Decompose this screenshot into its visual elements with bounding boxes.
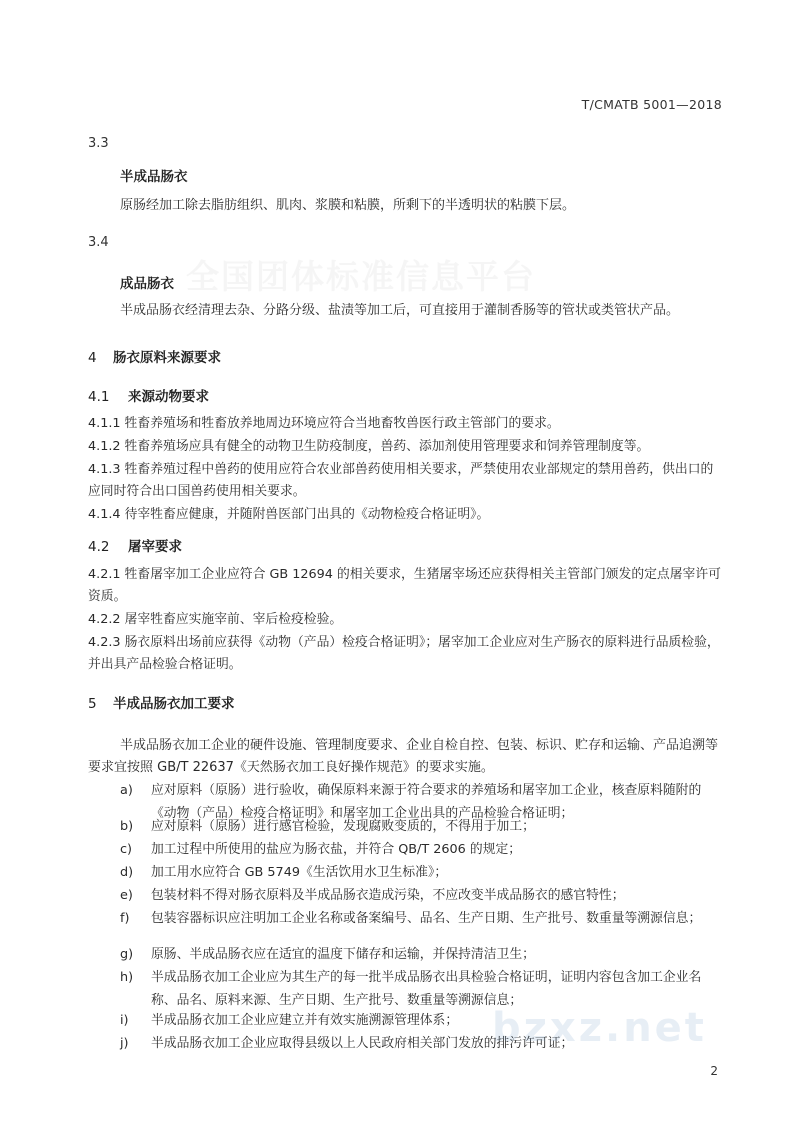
item-label: f)	[120, 911, 130, 926]
item-text: 包装材料不得对肠衣原料及半成品肠衣造成污染，不应改变半成品肠衣的感官特性；	[151, 888, 625, 903]
item-text: 包装容器标识应注明加工企业名称或备案编号、品名、生产日期、生产批号、数重量等溯源信息；	[151, 911, 702, 926]
item-text: 半成品肠衣加工企业应取得县级以上人民政府相关部门发放的排污许可证；	[151, 1036, 574, 1051]
item-text: 应对原料（原肠）进行验收，确保原料来源于符合要求的养殖场和屠宰加工企业，核查原料随附的《动物（产品）检疫合格证明》和屠宰加工企业出具的产品检验合格证明；	[151, 783, 702, 821]
item-text: 半成品肠衣加工企业应建立并有效实施溯源管理体系；	[151, 1013, 459, 1028]
clause: 4.2.3 肠衣原料出场前应获得《动物（产品）检疫合格证明》；屠宰加工企业应对生产肠衣的原料进行品质检验，并出具产品检验合格证明。	[88, 635, 720, 672]
clause: 4.2.1 牲畜屠宰加工企业应符合 GB 12694 的相关要求，生猪屠宰场还应获得相关主管部门颁发的定点屠宰许可资质。	[88, 567, 721, 604]
item-label: b)	[120, 819, 134, 834]
item-label: d)	[120, 865, 134, 880]
section-title: 肠衣原料来源要求	[113, 350, 221, 366]
item-label: h)	[120, 970, 134, 985]
clause: 4.1.1 牲畜养殖场和牲畜放养地周边环境应符合当地畜牧兽医行政主管部门的要求。	[88, 416, 560, 431]
watermark-text: 全国团体标准信息平台	[186, 257, 536, 296]
list-item	[120, 943, 723, 966]
standard-code: T/CMATB 5001—2018	[581, 97, 722, 112]
section-number: 4	[88, 350, 97, 366]
section-title: 半成品肠衣加工要求	[113, 696, 235, 712]
term-title: 成品肠衣	[120, 276, 174, 292]
term-definition: 半成品肠衣经清理去杂、分路分级、盐渍等加工后，可直接用于灌制香肠等的管状或类管状产品。	[120, 303, 680, 318]
item-label: i)	[120, 1013, 129, 1028]
term-title: 半成品肠衣	[120, 169, 188, 185]
list-item	[120, 838, 723, 861]
item-text: 应对原料（原肠）进行感官检验，发现腐败变质的，不得用于加工；	[151, 819, 535, 834]
clause: 4.1.4 待宰牲畜应健康，并随附兽医部门出具的《动物检疫合格证明》。	[88, 507, 490, 522]
term-number: 3.4	[88, 235, 109, 250]
item-text: 原肠、半成品肠衣应在适宜的温度下储存和运输，并保持清洁卫生；	[151, 947, 535, 962]
list-item	[120, 884, 723, 907]
section-heading	[88, 692, 235, 712]
item-label: j)	[120, 1036, 129, 1051]
section-intro: 半成品肠衣加工企业的硬件设施、管理制度要求、企业自检自控、包装、标识、贮存和运输、产品追溯等要求宜按照 GB/T 22637《天然肠衣加工良好操作规范》的要求实施。	[88, 738, 719, 775]
item-label: a)	[120, 783, 133, 798]
site-watermark: bzxz.net	[492, 1005, 707, 1051]
term-definition: 原肠经加工除去脂肪组织、肌肉、浆膜和粘膜，所剩下的半透明状的粘膜下层。	[120, 198, 576, 213]
page-number: 2	[710, 1064, 718, 1078]
item-text: 半成品肠衣加工企业应为其生产的每一批半成品肠衣出具检验合格证明，证明内容包含加工企业名称、品名、原料来源、生产日期、生产批号、数重量等溯源信息；	[151, 970, 702, 1008]
section-heading	[88, 346, 221, 366]
list-item	[120, 907, 723, 930]
list-item	[120, 815, 723, 838]
section-number: 5	[88, 696, 97, 712]
term-number: 3.3	[88, 136, 109, 151]
subsection-title: 来源动物要求	[128, 389, 209, 405]
item-label: e)	[120, 888, 133, 903]
subsection-number: 4.1	[88, 389, 110, 405]
subsection-heading	[88, 385, 209, 405]
subsection-title: 屠宰要求	[128, 539, 182, 555]
clause: 4.1.3 牲畜养殖过程中兽药的使用应符合农业部兽药使用相关要求，严禁使用农业部规定的禁用兽药，供出口的应同时符合出口国兽药使用相关要求。	[88, 462, 714, 499]
list-item	[120, 861, 723, 884]
clause: 4.2.2 屠宰牲畜应实施宰前、宰后检疫检验。	[88, 612, 343, 627]
item-label: g)	[120, 947, 134, 962]
item-text: 加工用水应符合 GB 5749《生活饮用水卫生标准》；	[151, 865, 448, 880]
item-text: 加工过程中所使用的盐应为肠衣盐，并符合 QB/T 2606 的规定；	[151, 842, 522, 857]
item-label: c)	[120, 842, 133, 857]
subsection-number: 4.2	[88, 539, 110, 555]
clause: 4.1.2 牲畜养殖场应具有健全的动物卫生防疫制度，兽药、添加剂使用管理要求和饲养管理制度等。	[88, 439, 650, 454]
subsection-heading	[88, 535, 182, 555]
